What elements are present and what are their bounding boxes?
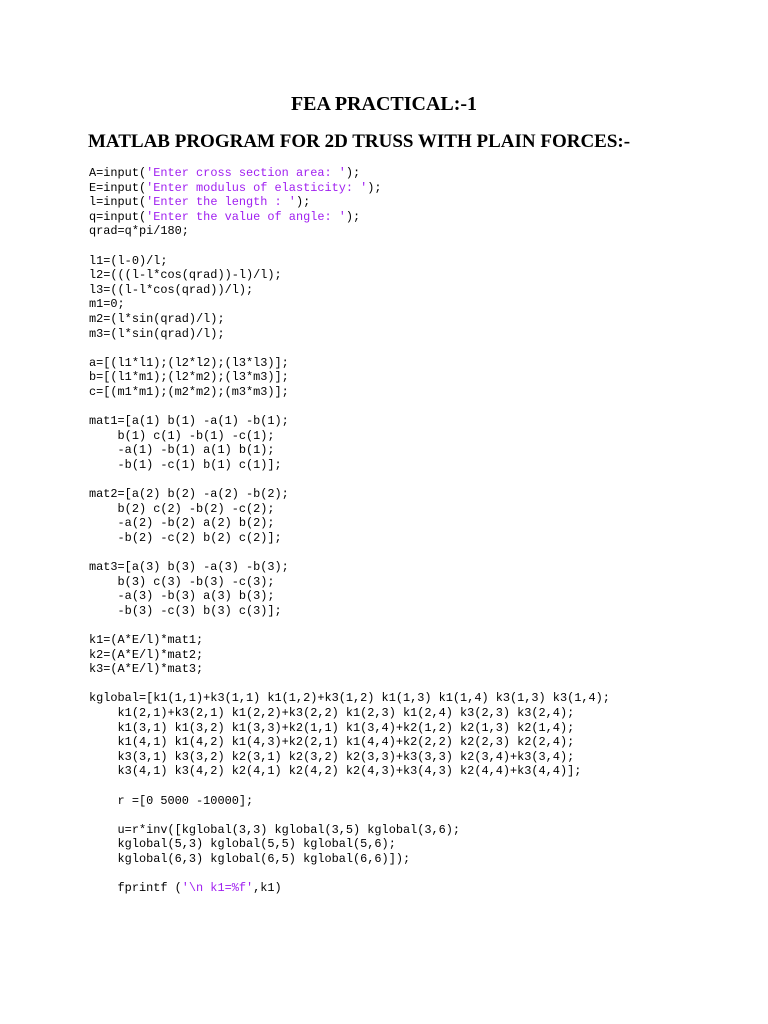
code-line <box>89 502 610 517</box>
code-token: -a(2) -b(2) a(2) b(2); <box>89 516 275 531</box>
code-line <box>89 472 610 487</box>
code-line <box>89 881 610 896</box>
code-line <box>89 837 610 852</box>
code-token: ); <box>367 180 382 195</box>
code-token: l2=(((l-l*cos(qrad))-l)/l); <box>89 268 282 283</box>
string-literal: 'Enter cross section area: ' <box>146 166 346 180</box>
code-token: -b(3) -c(3) b(3) c(3)]; <box>89 603 282 618</box>
code-line <box>89 239 610 254</box>
code-token: -b(2) -c(2) b(2) c(2)]; <box>89 530 282 545</box>
code-token: ); <box>345 209 361 224</box>
code-line <box>89 691 610 706</box>
code-token: mat1=[a(1) b(1) -a(1) -b(1); <box>89 414 289 429</box>
code-line <box>89 823 610 838</box>
code-line <box>89 750 610 765</box>
string-literal: 'Enter the value of angle: ' <box>146 209 346 224</box>
string-literal: 'Enter modulus of elasticity: ' <box>146 180 368 195</box>
code-line <box>89 516 610 531</box>
code-token: -b(1) -c(1) b(1) c(1)]; <box>89 457 282 472</box>
code-line <box>89 254 610 269</box>
code-token: q=input( <box>89 209 147 224</box>
code-line <box>89 210 610 225</box>
code-line <box>89 531 610 546</box>
code-token: -a(1) -b(1) a(1) b(1); <box>89 443 275 458</box>
code-token: kglobal(5,3) kglobal(5,5) kglobal(5,6); <box>89 837 396 852</box>
code-line <box>89 662 610 677</box>
code-token: b=[(l1*m1);(l2*m2);(l3*m3)]; <box>89 370 289 385</box>
code-line <box>89 400 610 415</box>
code-line <box>89 312 610 327</box>
code-token: A=input( <box>89 166 147 180</box>
code-line <box>89 181 610 196</box>
code-line <box>89 283 610 298</box>
code-line <box>89 268 610 283</box>
code-line <box>89 648 610 663</box>
code-token: l1=(l-0)/l; <box>89 253 168 268</box>
string-literal: '\n k1=%f' <box>181 881 254 896</box>
page-title: FEA PRACTICAL:-1 <box>290 93 478 115</box>
code-line <box>89 575 610 590</box>
code-token: k1(4,1) k1(4,2) k1(4,3)+k2(2,1) k1(4,4)+k2(2,2) k2(2,3) k2(2,4); <box>89 735 575 750</box>
code-line <box>89 735 610 750</box>
code-line <box>89 224 610 239</box>
code-line <box>89 808 610 823</box>
code-line <box>89 414 610 429</box>
code-line <box>89 604 610 619</box>
code-token: mat2=[a(2) b(2) -a(2) -b(2); <box>89 487 289 502</box>
code-token: -a(3) -b(3) a(3) b(3); <box>89 589 275 604</box>
code-token: m2=(l*sin(qrad)/l); <box>89 311 225 326</box>
code-token: m1=0; <box>89 297 125 312</box>
code-line <box>89 677 610 692</box>
code-token: k3(4,1) k3(4,2) k2(4,1) k2(4,2) k2(4,3)+k3(4,3) k2(4,4)+k3(4,4)]; <box>89 764 582 779</box>
code-token: ,k1) <box>253 881 282 896</box>
code-line <box>89 443 610 458</box>
code-token: fprintf ( <box>89 881 182 896</box>
code-token: a=[(l1*l1);(l2*l2);(l3*l3)]; <box>89 355 289 370</box>
code-token: l3=((l-l*cos(qrad))/l); <box>89 282 254 297</box>
code-line <box>89 341 610 356</box>
code-line <box>89 794 610 809</box>
code-token: kglobal(6,3) kglobal(6,5) kglobal(6,6)]); <box>89 851 411 866</box>
code-line <box>89 166 610 181</box>
code-line <box>89 487 610 502</box>
code-line <box>89 721 610 736</box>
code-line <box>89 356 610 371</box>
code-token: m3=(l*sin(qrad)/l); <box>89 326 225 341</box>
code-token: c=[(m1*m1);(m2*m2);(m3*m3)]; <box>89 384 289 399</box>
code-line <box>89 618 610 633</box>
code-line <box>89 764 610 779</box>
code-token: ); <box>295 195 311 210</box>
code-token: b(1) c(1) -b(1) -c(1); <box>89 428 275 443</box>
code-line <box>89 560 610 575</box>
code-line <box>89 589 610 604</box>
code-token: k1=(A*E/l)*mat1; <box>89 633 204 647</box>
code-line <box>89 458 610 473</box>
code-token: u=r*inv([kglobal(3,3) kglobal(3,5) kglobal(3,6); <box>89 822 461 837</box>
code-token: b(2) c(2) -b(2) -c(2); <box>89 501 275 516</box>
code-token: r =[0 5000 -10000]; <box>89 793 254 808</box>
code-token: b(3) c(3) -b(3) -c(3); <box>89 574 275 589</box>
code-token: k3=(A*E/l)*mat3; <box>89 662 204 677</box>
code-line <box>89 385 610 400</box>
code-line <box>89 297 610 312</box>
code-token: ); <box>345 166 361 180</box>
code-line <box>89 195 610 210</box>
code-line <box>89 633 610 648</box>
code-token: E=input( <box>89 180 147 195</box>
string-literal: 'Enter the length : ' <box>146 195 296 210</box>
code-line <box>89 852 610 867</box>
code-line <box>89 867 610 882</box>
code-line <box>89 706 610 721</box>
code-line <box>89 327 610 342</box>
code-token: k1(2,1)+k3(2,1) k1(2,2)+k3(2,2) k1(2,3) k1(2,4) k3(2,3) k3(2,4); <box>89 705 575 720</box>
code-token: k1(3,1) k1(3,2) k1(3,3)+k2(1,1) k1(3,4)+k2(1,2) k2(1,3) k2(1,4); <box>89 720 575 735</box>
matlab-code-block <box>89 166 610 896</box>
code-line <box>89 429 610 444</box>
code-token: k3(3,1) k3(3,2) k2(3,1) k2(3,2) k2(3,3)+k3(3,3) k2(3,4)+k3(3,4); <box>89 749 575 764</box>
code-token: l=input( <box>89 195 147 210</box>
code-token: kglobal=[k1(1,1)+k3(1,1) k1(1,2)+k3(1,2) k1(1,3) k1(1,4) k3(1,3) k3(1,4); <box>89 691 610 706</box>
code-token: qrad=q*pi/180; <box>89 224 189 239</box>
section-heading: MATLAB PROGRAM FOR 2D TRUSS WITH PLAIN FORCES:- <box>88 131 631 152</box>
code-token: k2=(A*E/l)*mat2; <box>89 647 204 662</box>
code-line <box>89 545 610 560</box>
code-line <box>89 779 610 794</box>
code-line <box>89 370 610 385</box>
code-token: mat3=[a(3) b(3) -a(3) -b(3); <box>89 560 289 575</box>
